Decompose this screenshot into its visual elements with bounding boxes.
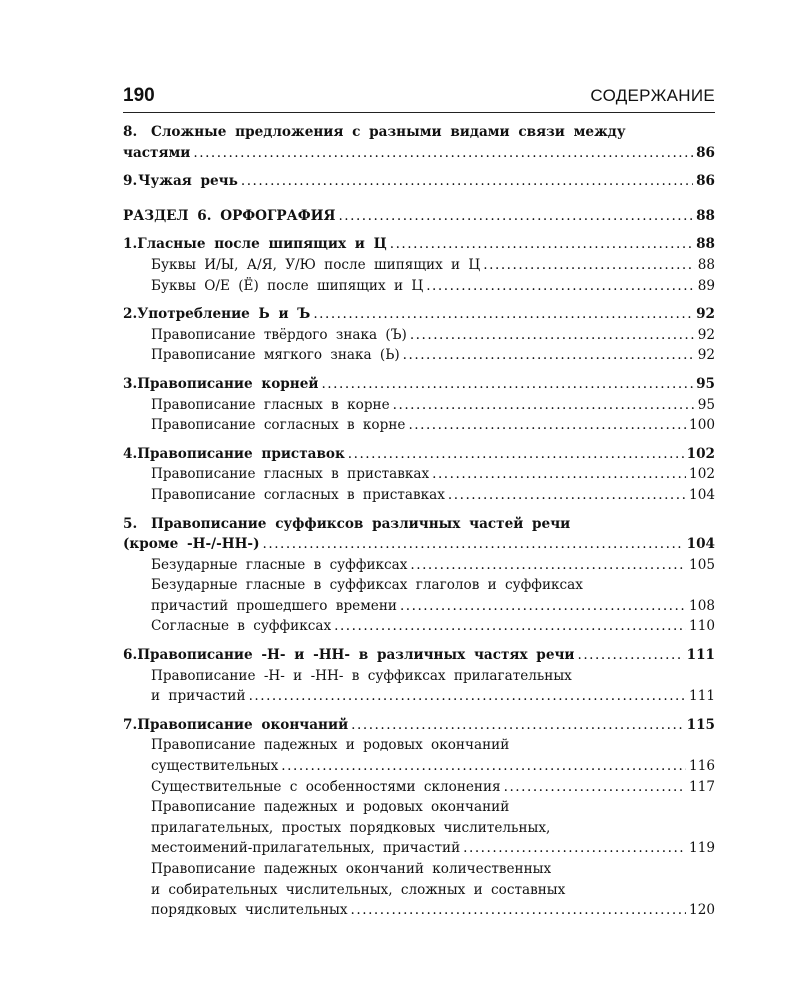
dot-leader: [504, 777, 686, 798]
toc-entry-number: 4.: [123, 445, 138, 462]
toc-subentry-title: Правописание гласных в корне: [151, 396, 390, 413]
toc-entry-4: [123, 444, 715, 506]
toc-subentry[interactable]: [123, 666, 715, 687]
dot-leader: [578, 645, 684, 666]
toc-subentry-title: Правописание -Н- и -НН- в суффиксах прилагательных: [151, 667, 572, 684]
dot-leader: [351, 900, 687, 921]
dot-leader: [410, 325, 695, 346]
toc-subentry-title-cont: порядковых числительных: [151, 902, 348, 919]
toc-entry-6: [123, 645, 715, 707]
toc-page-number: 92: [697, 347, 715, 364]
toc-subentry[interactable]: [123, 464, 715, 485]
dot-leader: [281, 756, 686, 777]
toc-page-number: 110: [689, 618, 715, 635]
toc-subentry[interactable]: [123, 616, 715, 637]
page-number: 190: [123, 85, 155, 106]
toc-page-number: 88: [696, 236, 715, 253]
toc-entry-number: 2.: [123, 306, 138, 323]
dot-leader: [448, 485, 686, 506]
toc-page-number: 111: [689, 688, 715, 705]
toc-entry-title-cont: (кроме -Н-/-НН-): [123, 536, 260, 553]
toc-entry-title: Правописание корней: [137, 375, 319, 392]
toc-page-number: 111: [686, 647, 715, 664]
dot-leader: [263, 534, 684, 555]
toc-subentry-title-cont: причастий прошедшего времени: [151, 597, 397, 614]
toc-page-number: 88: [697, 256, 715, 273]
toc-entry-line[interactable]: [123, 715, 715, 736]
toc-entry-3: [123, 374, 715, 436]
toc-subentry[interactable]: [123, 276, 715, 297]
dot-leader: [408, 415, 686, 436]
toc-subentry[interactable]: [123, 777, 715, 798]
toc-subentry-title: Безударные гласные в суффиксах: [151, 556, 408, 573]
dot-leader: [426, 276, 694, 297]
toc-entry-7: [123, 715, 715, 921]
toc-subentry[interactable]: [123, 325, 715, 346]
toc-entry-number: 7.: [123, 716, 138, 733]
toc-subentry[interactable]: [123, 395, 715, 416]
toc-subentry[interactable]: [123, 735, 715, 756]
toc-entry-9[interactable]: [123, 171, 715, 192]
toc-subentry[interactable]: [123, 797, 715, 818]
toc-entry-number: 8.: [123, 124, 138, 140]
toc-page-number: 89: [697, 277, 715, 294]
toc-entry-line[interactable]: [123, 514, 715, 535]
toc-subentry-title-cont: существительных: [151, 758, 279, 775]
toc-subentry-title: Правописание согласных в приставках: [151, 486, 445, 503]
toc-page-number: 100: [689, 417, 715, 434]
dot-leader: [351, 715, 683, 736]
toc-subentry[interactable]: [123, 880, 715, 901]
toc-entry-number: 9.: [123, 173, 138, 190]
toc-entry-5: [123, 514, 715, 638]
dot-leader: [193, 143, 693, 164]
toc-subentry-title: Безударные гласные в суффиксах глаголов и суффиксах: [151, 577, 583, 594]
dot-leader: [313, 304, 693, 325]
dot-leader: [241, 171, 693, 192]
toc-entry-title: Правописание окончаний: [137, 716, 349, 733]
toc-entry-title: Правописание -Н- и -НН- в различных частях речи: [137, 647, 575, 664]
dot-leader: [348, 444, 684, 465]
toc-page-number: 88: [696, 207, 715, 224]
toc-entry-title: Чужая речь: [138, 173, 238, 190]
toc-page-number: 102: [689, 466, 715, 483]
toc-entry-line[interactable]: [123, 444, 715, 465]
toc-page-number: 115: [686, 716, 715, 733]
dot-leader: [390, 234, 693, 255]
toc-page-number: 119: [689, 840, 715, 857]
dot-leader: [463, 838, 686, 859]
toc-page-number: 86: [696, 173, 715, 190]
toc-subentry-title: Буквы И/Ы, А/Я, У/Ю после шипящих и Ц: [151, 256, 481, 273]
dot-leader: [393, 395, 695, 416]
toc-entry-title: Сложные предложения с разными видами связи между: [151, 124, 626, 140]
toc-entry-line[interactable]: [123, 645, 715, 666]
toc-section-heading[interactable]: [123, 206, 715, 227]
toc-subentry-title: Правописание гласных в приставках: [151, 466, 430, 483]
dot-leader: [483, 255, 694, 276]
toc-page-number: 95: [697, 396, 715, 413]
dot-leader: [334, 616, 686, 637]
toc-subentry-title-cont: и собирательных числительных, сложных и составных: [151, 881, 566, 898]
toc-entry-line[interactable]: [123, 304, 715, 325]
toc-subentry[interactable]: [123, 838, 715, 859]
toc-page-number: 104: [689, 486, 715, 503]
toc-subentry[interactable]: [123, 818, 715, 839]
dot-leader: [432, 464, 686, 485]
toc-entry-title-cont: частями: [123, 144, 191, 161]
toc-subentry[interactable]: [123, 255, 715, 276]
toc-subentry-title: Правописание твёрдого знака (Ъ): [151, 326, 407, 343]
toc-subentry[interactable]: [123, 485, 715, 506]
toc-entry-title: Правописание приставок: [137, 445, 345, 462]
toc-subentry[interactable]: [123, 596, 715, 617]
toc-entry-number: 1.: [123, 236, 138, 253]
dot-leader: [400, 596, 686, 617]
toc-page-number: 92: [696, 306, 715, 323]
toc-page-number: 120: [689, 902, 715, 919]
toc-entry-title: Гласные после шипящих и Ц: [137, 236, 387, 253]
toc-entry-line[interactable]: [123, 374, 715, 395]
toc-entry-number: 3.: [123, 375, 138, 392]
toc-page-number: 105: [689, 556, 715, 573]
toc-subentry-title: Правописание согласных в корне: [151, 417, 406, 434]
toc-entry-number: 5.: [123, 515, 138, 532]
toc-subentry[interactable]: [123, 686, 715, 707]
toc-page-number: 92: [697, 326, 715, 343]
toc-entry-line[interactable]: [123, 534, 715, 555]
toc-subentry-title-cont: и причастий: [151, 688, 246, 705]
toc-page-number: 102: [686, 445, 715, 462]
toc-page-number: 117: [689, 778, 715, 795]
toc-page-number: 86: [696, 144, 715, 161]
toc-subentry[interactable]: [123, 859, 715, 880]
dot-leader: [321, 374, 693, 395]
toc-entry-title: Употребление Ь и Ъ: [137, 306, 311, 323]
toc-section-title: РАЗДЕЛ 6. ОРФОГРАФИЯ: [123, 207, 336, 224]
toc-subentry[interactable]: [123, 555, 715, 576]
running-title: СОДЕРЖАНИЕ: [590, 86, 715, 105]
toc-page-number: 104: [686, 536, 715, 553]
toc-subentry-title-cont: прилагательных, простых порядковых числительных,: [151, 819, 551, 836]
dot-leader: [338, 206, 693, 227]
toc-subentry-title: Согласные в суффиксах: [151, 618, 332, 635]
toc-subentry[interactable]: [123, 415, 715, 436]
toc-entry-title: Правописание суффиксов различных частей речи: [151, 515, 571, 532]
toc-subentry-title: Правописание падежных и родовых окончаний: [151, 737, 510, 754]
toc-entry-2: [123, 304, 715, 366]
toc-subentry-title: Правописание мягкого знака (Ь): [151, 347, 400, 364]
toc-subentry-title-cont: местоимений-прилагательных, причастий: [151, 840, 461, 857]
toc-subentry[interactable]: [123, 756, 715, 777]
toc-subentry-title: Существительные с особенностями склонения: [151, 778, 501, 795]
dot-leader: [249, 686, 686, 707]
toc-page-number: 116: [689, 758, 715, 775]
toc-entry-8[interactable]: [123, 122, 715, 163]
toc-subentry-title: Буквы О/Е (Ё) после шипящих и Ц: [151, 277, 424, 294]
toc-subentry[interactable]: [123, 575, 715, 596]
table-of-contents: [123, 122, 715, 921]
toc-entry-line[interactable]: [123, 234, 715, 255]
toc-entry-1: [123, 234, 715, 296]
toc-page-number: 108: [689, 597, 715, 614]
page-header: [123, 85, 715, 113]
toc-subentry-title: Правописание падежных окончаний количественных: [151, 861, 552, 877]
toc-subentry[interactable]: [123, 900, 715, 921]
dot-leader: [410, 555, 686, 576]
dot-leader: [403, 345, 695, 366]
toc-entry-number: 6.: [123, 647, 138, 664]
toc-subentry-title: Правописание падежных и родовых окончаний: [151, 799, 510, 816]
toc-page-number: 95: [696, 375, 715, 392]
toc-subentry[interactable]: [123, 345, 715, 366]
